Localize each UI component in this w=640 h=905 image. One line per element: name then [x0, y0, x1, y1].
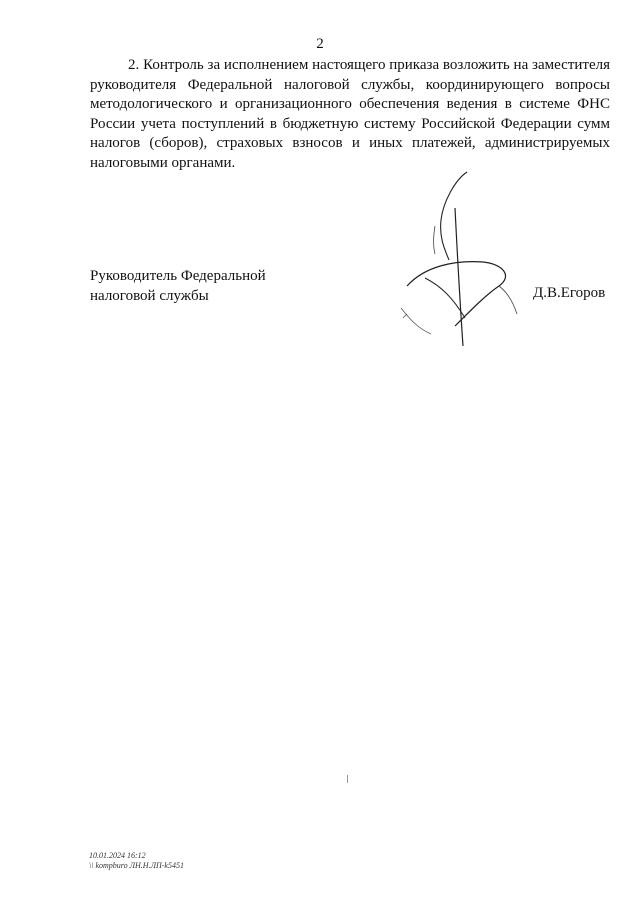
footer-stamp	[89, 851, 184, 871]
signer-title-line2: налоговой службы	[90, 288, 209, 304]
footer-datetime: 10.01.2024 16:12	[89, 851, 146, 860]
signer-title	[90, 266, 266, 306]
scan-speck	[347, 775, 348, 783]
order-paragraph: 2. Контроль за исполнением настоящего приказа возложить на заместителя руководителя Федеральной налоговой службы, координирующего вопросы методологического и организационного обеспечения ведения в системе ФНС России учета поступлений в бюджетную систему Российской Федерации сумм налогов (сборов), страховых взносов и иных платежей, администрируемых налоговыми органами.	[90, 57, 610, 171]
handwritten-signature	[395, 168, 535, 358]
page-number: 2	[316, 36, 324, 52]
signer-title-line1: Руководитель Федеральной	[90, 268, 266, 284]
footer-reference: \\ kompburo ЛН.Н.ЛП-k5451	[89, 861, 184, 870]
signer-name: Д.В.Егоров	[533, 285, 606, 301]
